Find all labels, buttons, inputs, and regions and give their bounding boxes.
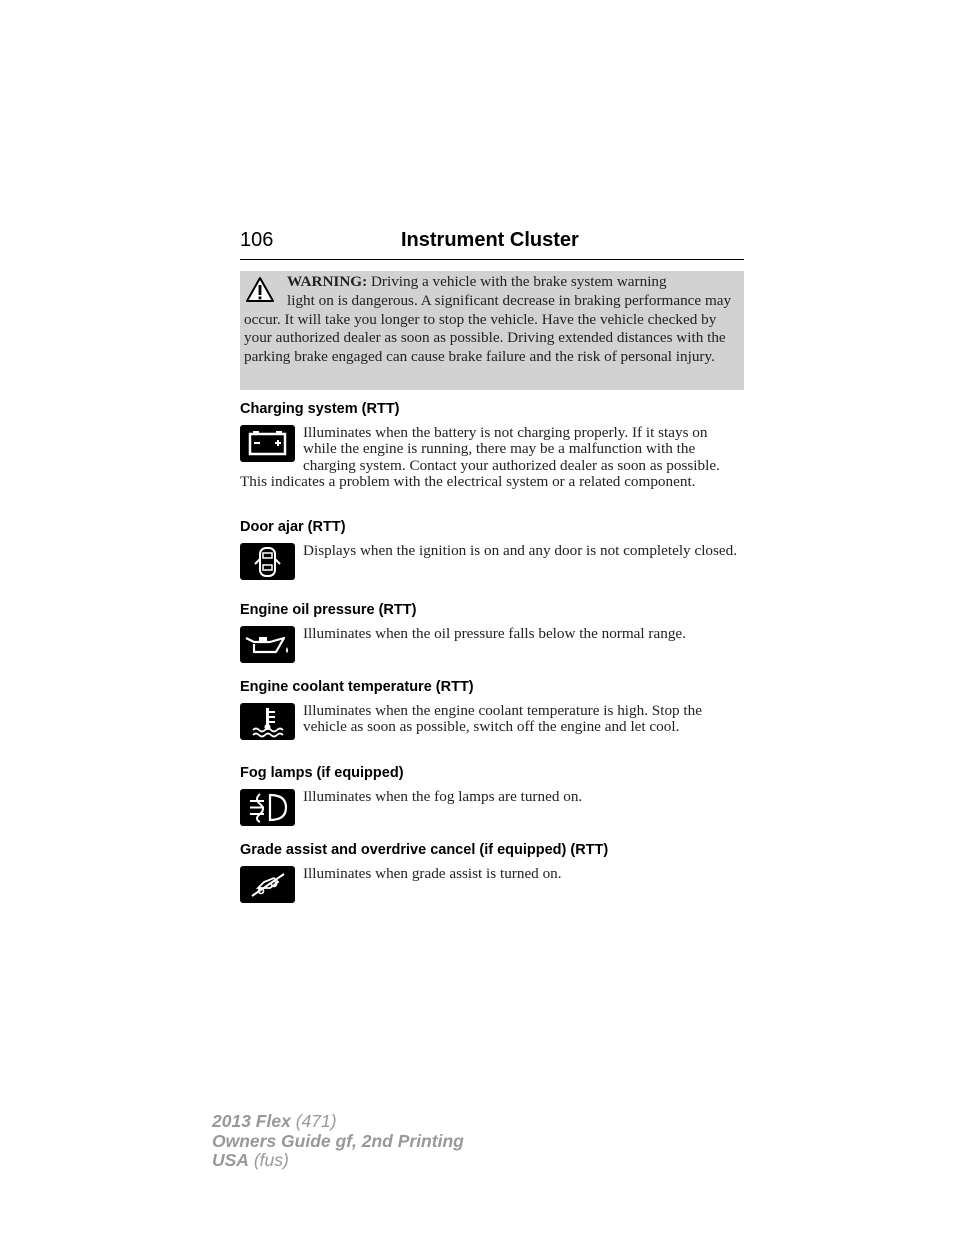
footer-market: USA <box>212 1150 249 1170</box>
entry-text-fog-lamps <box>240 789 744 822</box>
entry-heading-grade-assist: Grade assist and overdrive cancel (if equipped) (RTT) <box>240 842 609 858</box>
footer-model: 2013 Flex <box>212 1111 291 1131</box>
footer-market-code: (fus) <box>253 1150 289 1170</box>
footer-guide: Owners Guide gf, 2nd Printing <box>212 1130 464 1151</box>
entry-heading-fog-lamps: Fog lamps (if equipped) <box>240 765 404 781</box>
entry-text-coolant-content: Illuminates when the engine coolant temperature is high. Stop the vehicle as soon as possible, switch off the engine and let cool. <box>303 702 702 736</box>
entry-text-oil-pressure-content: Illuminates when the oil pressure falls below the normal range. <box>303 625 686 642</box>
entry-text-charging-content: Illuminates when the battery is not charging properly. If it stays on while the engine is running, there may be a malfunction with the charging system. Contact your authorized dealer as soon as possible. This indicates a problem with the electrical system or a related component. <box>240 424 720 491</box>
entry-text-coolant <box>240 703 744 736</box>
warning-text <box>244 273 739 367</box>
footer-line-2 <box>212 1132 464 1152</box>
entry-text-door-ajar <box>240 543 744 576</box>
entry-text-door-ajar-content: Displays when the ignition is on and any door is not completely closed. <box>303 542 738 559</box>
page-header <box>240 229 744 260</box>
warning-box <box>240 271 744 390</box>
entry-heading-oil-pressure: Engine oil pressure (RTT) <box>240 602 417 618</box>
warning-text-rest: light on is dangerous. A significant decrease in braking performance may occur. It will take you longer to stop the vehicle. Have the vehicle checked by your authorized dealer as soon as possible. Driving extended distances with the parking brake engaged can cause brake failure and the risk of personal injury. <box>244 291 732 366</box>
entry-heading-charging: Charging system (RTT) <box>240 401 400 417</box>
footer-model-code: (471) <box>295 1111 337 1131</box>
entry-text-oil-pressure <box>240 626 744 659</box>
warning-text-first: Driving a vehicle with the brake system warning <box>370 273 667 290</box>
footer <box>212 1112 464 1171</box>
entry-heading-coolant: Engine coolant temperature (RTT) <box>240 679 474 695</box>
entry-heading-door-ajar: Door ajar (RTT) <box>240 519 346 535</box>
warning-triangle-icon <box>245 276 275 303</box>
warning-label: WARNING: <box>287 273 368 290</box>
entry-text-charging <box>240 425 744 491</box>
page-number: 106 <box>240 229 274 251</box>
page-title: Instrument Cluster <box>401 229 579 251</box>
entry-text-grade-assist-content: Illuminates when grade assist is turned on. <box>303 865 562 882</box>
footer-line-1 <box>212 1112 464 1132</box>
entry-text-grade-assist <box>240 866 744 899</box>
entry-text-fog-lamps-content: Illuminates when the fog lamps are turned on. <box>303 788 583 805</box>
footer-line-3 <box>212 1151 464 1171</box>
